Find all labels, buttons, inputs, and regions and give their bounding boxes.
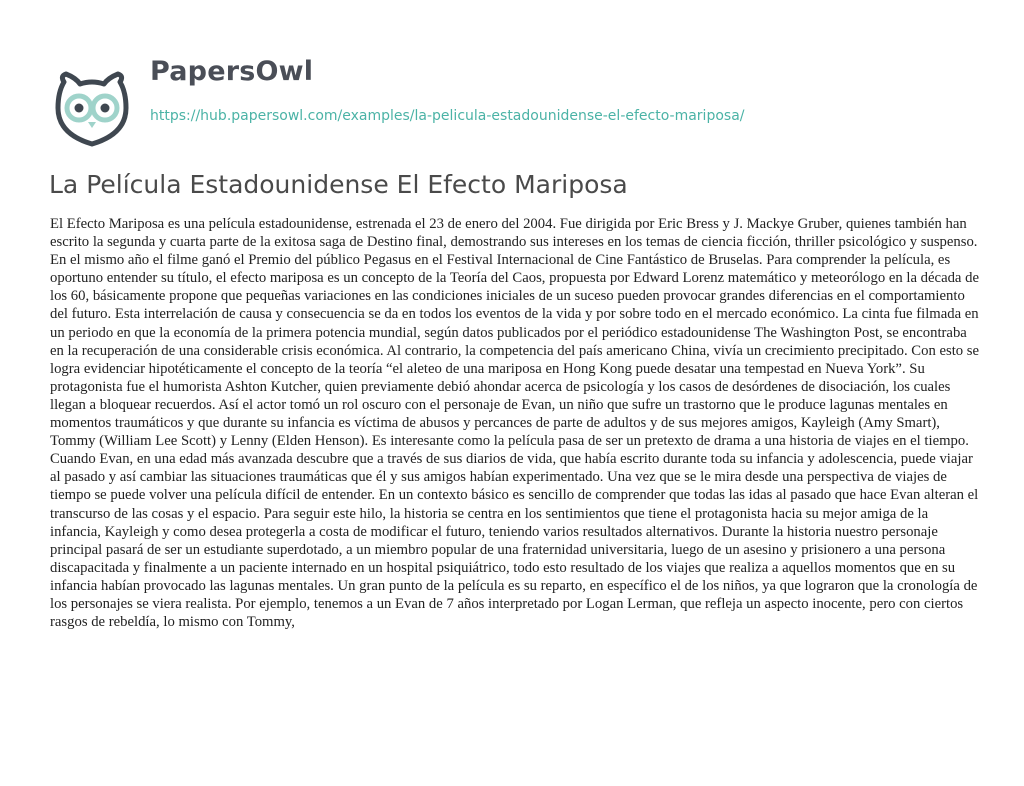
owl-logo-icon[interactable]: [50, 68, 134, 152]
page-title: La Película Estadounidense El Efecto Mariposa: [49, 170, 628, 199]
brand-name[interactable]: PapersOwl: [150, 56, 314, 87]
owl-logo-graphic: [50, 68, 134, 152]
document-body: El Efecto Mariposa es una película estadounidense, estrenada el 23 de enero del 2004. Fue dirigida por Eric Bress y J. Mackye Gruber, quienes también han escrito la segunda y cuarta parte de la exitosa saga de Destino final, demostrando sus intereses en los temas de ciencia ficción, thriller psicológico y suspenso. En el mismo año el filme ganó el Premio del público Pegasus en el Festival Internacional de Cine Fantástico de Bruselas. Para comprender la película, es oportuno entender su título, el efecto mariposa es un concepto de la Teoría del Caos, propuesta por Edward Lorenz matemático y meteorólogo en la década de los 60, básicamente propone que pequeñas variaciones en las condiciones iniciales de un suceso pueden provocar grandes diferencias en el comportamiento del futuro. Esta interrelación de causa y consecuencia se da en todos los eventos de la vida y por sobre todo en el mercado económico. La cinta fue filmada en un periodo en que la economía de la primera potencia mundial, según datos publicados por el periódico estadounidense The Washington Post, se encontraba en la recuperación de una considerable crisis económica. Al contrario, la competencia del país americano China, vivía un crecimiento precipitado. Con esto se logra evidenciar hipotéticamente el concepto de la teoría “el aleteo de una mariposa en Hong Kong puede desatar una tempestad en Nueva York”. Su protagonista fue el humorista Ashton Kutcher, quien previamente debió ahondar acerca de psicología y los casos de desórdenes de disociación, los cuales llegan a bloquear recuerdos. Así el actor tomó un rol oscuro con el personaje de Evan, un niño que sufre un trastorno que le produce lagunas mentales en momentos traumáticos y que durante su infancia es víctima de abusos y percances de parte de adultos y de sus mejores amigos, Kayleigh (Amy Smart), Tommy (William Lee Scott) y Lenny (Elden Henson). Es interesante como la película pasa de ser un pretexto de drama a una historia de viajes en el tiempo. Cuando Evan, en una edad más avanzada descubre que a través de sus diarios de vida, que había escrito durante toda su infancia y adolescencia, puede viajar al pasado y así cambiar las situaciones traumáticas que él y sus amigos habían experimentado. Una vez que se le mira desde una perspectiva de viajes de tiempo se puede volver una película difícil de entender. En un contexto básico es sencillo de comprender que todas las idas al pasado que hace Evan alteran el transcurso de las cosas y el espacio. Para seguir este hilo, la historia se centra en los sentimientos que tiene el protagonista hacia su mejor amiga de la infancia, Kayleigh y como desea protegerla a costa de modificar el futuro, teniendo varios resultados alternativos. Durante la historia nuestro personaje principal pasará de ser un estudiante superdotado, a un miembro popular de una fraternidad universitaria, luego de un asesino y prisionero a una persona discapacitada y finalmente a un paciente internado en un hospital psiquiátrico, todo esto resultado de los viajes que realiza a aquellos momentos que en su infancia habían provocado las lagunas mentales. Un gran punto de la película es su reparto, en específico el de los niños, ya que lograron que la cronología de los personajes se viera realista. Por ejemplo, tenemos a un Evan de 7 años interpretado por Logan Lerman, que refleja un aspecto inocente, pero con ciertos rasgos de rebeldía, lo mismo con Tommy,: [50, 216, 980, 631]
site-header: [50, 50, 990, 140]
source-url-link[interactable]: https://hub.papersowl.com/examples/la-pelicula-estadounidense-el-efecto-mariposa/: [150, 108, 745, 124]
bottom-fade: [0, 690, 1024, 786]
